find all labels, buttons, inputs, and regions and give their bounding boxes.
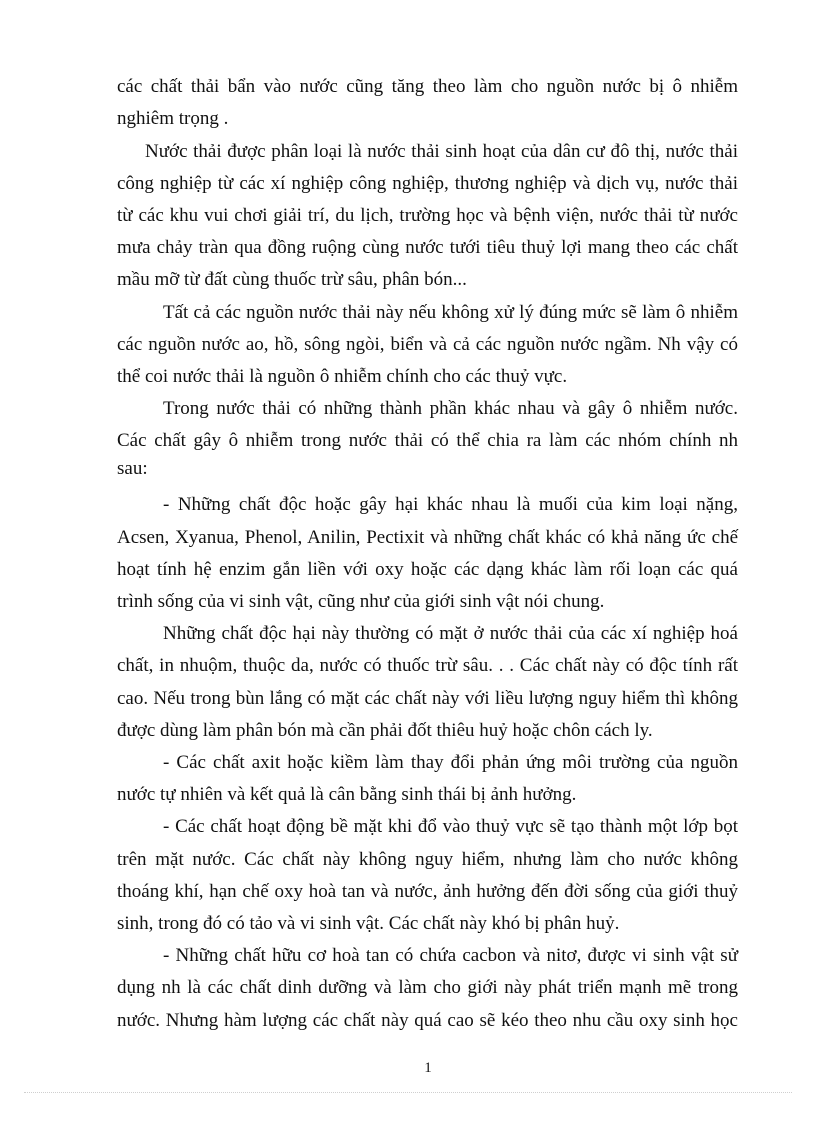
text-line: - Những chất độc hoặc gây hại khác nhau là muối của kim loại nặng, [163,494,738,515]
text-line: Acsen, Xyanua, Phenol, Anilin, Pectixit và những chất khác có khả năng ức chế [117,527,738,548]
text-line: mầu mỡ từ đất cùng thuốc trừ sâu, phân bón... [117,269,467,290]
text-line: Nước thải được phân loại là nước thải sinh hoạt của dân cư đô thị, nước thải [145,141,738,162]
text-line: - Các chất hoạt động bề mặt khi đổ vào thuỷ vực sẽ tạo thành một lớp bọt [163,816,738,837]
text-line: các chất thải bẩn vào nước cũng tăng theo làm cho nguồn nước bị ô nhiễm [117,76,738,97]
text-line: nước tự nhiên và kết quả là cân bằng sinh thái bị ảnh hưởng. [117,784,577,805]
text-line: - Các chất axit hoặc kiềm làm thay đổi phản ứng môi trường của nguồn [163,752,738,773]
text-line: được dùng làm phân bón mà cần phải đốt thiêu huỷ hoặc chôn cách ly. [117,720,653,741]
text-line: nghiêm trọng . [117,108,229,129]
text-line: nước. Nhưng hàm lượng các chất này quá cao sẽ kéo theo nhu cầu oxy sinh học [117,1010,738,1031]
page-number: 1 [424,1060,432,1076]
text-line: các nguồn nước ao, hồ, sông ngòi, biển và cả các nguồn nước ngầm. Nh vậy có [117,334,738,355]
text-line: công nghiệp từ các xí nghiệp công nghiệp, thương nghiệp và dịch vụ, nước thải [117,173,738,194]
text-line: Các chất gây ô nhiễm trong nước thải có thể chia ra làm các nhóm chính nh [117,430,738,451]
text-line: hoạt tính hệ enzim gắn liền với oxy hoặc các dạng khác làm rối loạn các quá [117,559,738,580]
text-line: - Những chất hữu cơ hoà tan có chứa cacbon và nitơ, được vi sinh vật sử [163,945,738,966]
text-line: dụng nh là các chất dinh dưỡng và làm cho giới này phát triển mạnh mẽ trong [117,977,738,998]
text-line: cao. Nếu trong bùn lắng có mặt các chất này với liều lượng nguy hiểm thì không [117,688,738,709]
text-line: thể coi nước thải là nguồn ô nhiễm chính cho các thuỷ vực. [117,366,568,387]
text-line: thoáng khí, hạn chế oxy hoà tan và nước, ảnh hưởng đến đời sống của giới thuỷ [117,881,738,902]
text-line: sau: [117,458,148,479]
text-line: trình sống của vi sinh vật, cũng như của giới sinh vật nói chung. [117,591,605,612]
page-boundary-divider [24,1092,792,1093]
text-line: Trong nước thải có những thành phần khác nhau và gây ô nhiễm nước. [163,398,738,419]
text-line: trên mặt nước. Các chất này không nguy hiểm, nhưng làm cho nước không [117,849,738,870]
text-line: từ các khu vui chơi giải trí, du lịch, trường học và bệnh viện, nước thải từ nước [117,205,738,226]
text-line: mưa chảy tràn qua đồng ruộng cùng nước tưới tiêu thuỷ lợi mang theo các chất [117,237,738,258]
text-line: Tất cả các nguồn nước thải này nếu không xử lý đúng mức sẽ làm ô nhiễm [163,302,738,323]
text-line: sinh, trong đó có tảo và vi sinh vật. Các chất này khó bị phân huỷ. [117,913,620,934]
text-line: chất, in nhuộm, thuộc da, nước có thuốc trừ sâu. . . Các chất này có độc tính rất [117,655,738,676]
text-line: Những chất độc hại này thường có mặt ở nước thải của các xí nghiệp hoá [163,623,738,644]
